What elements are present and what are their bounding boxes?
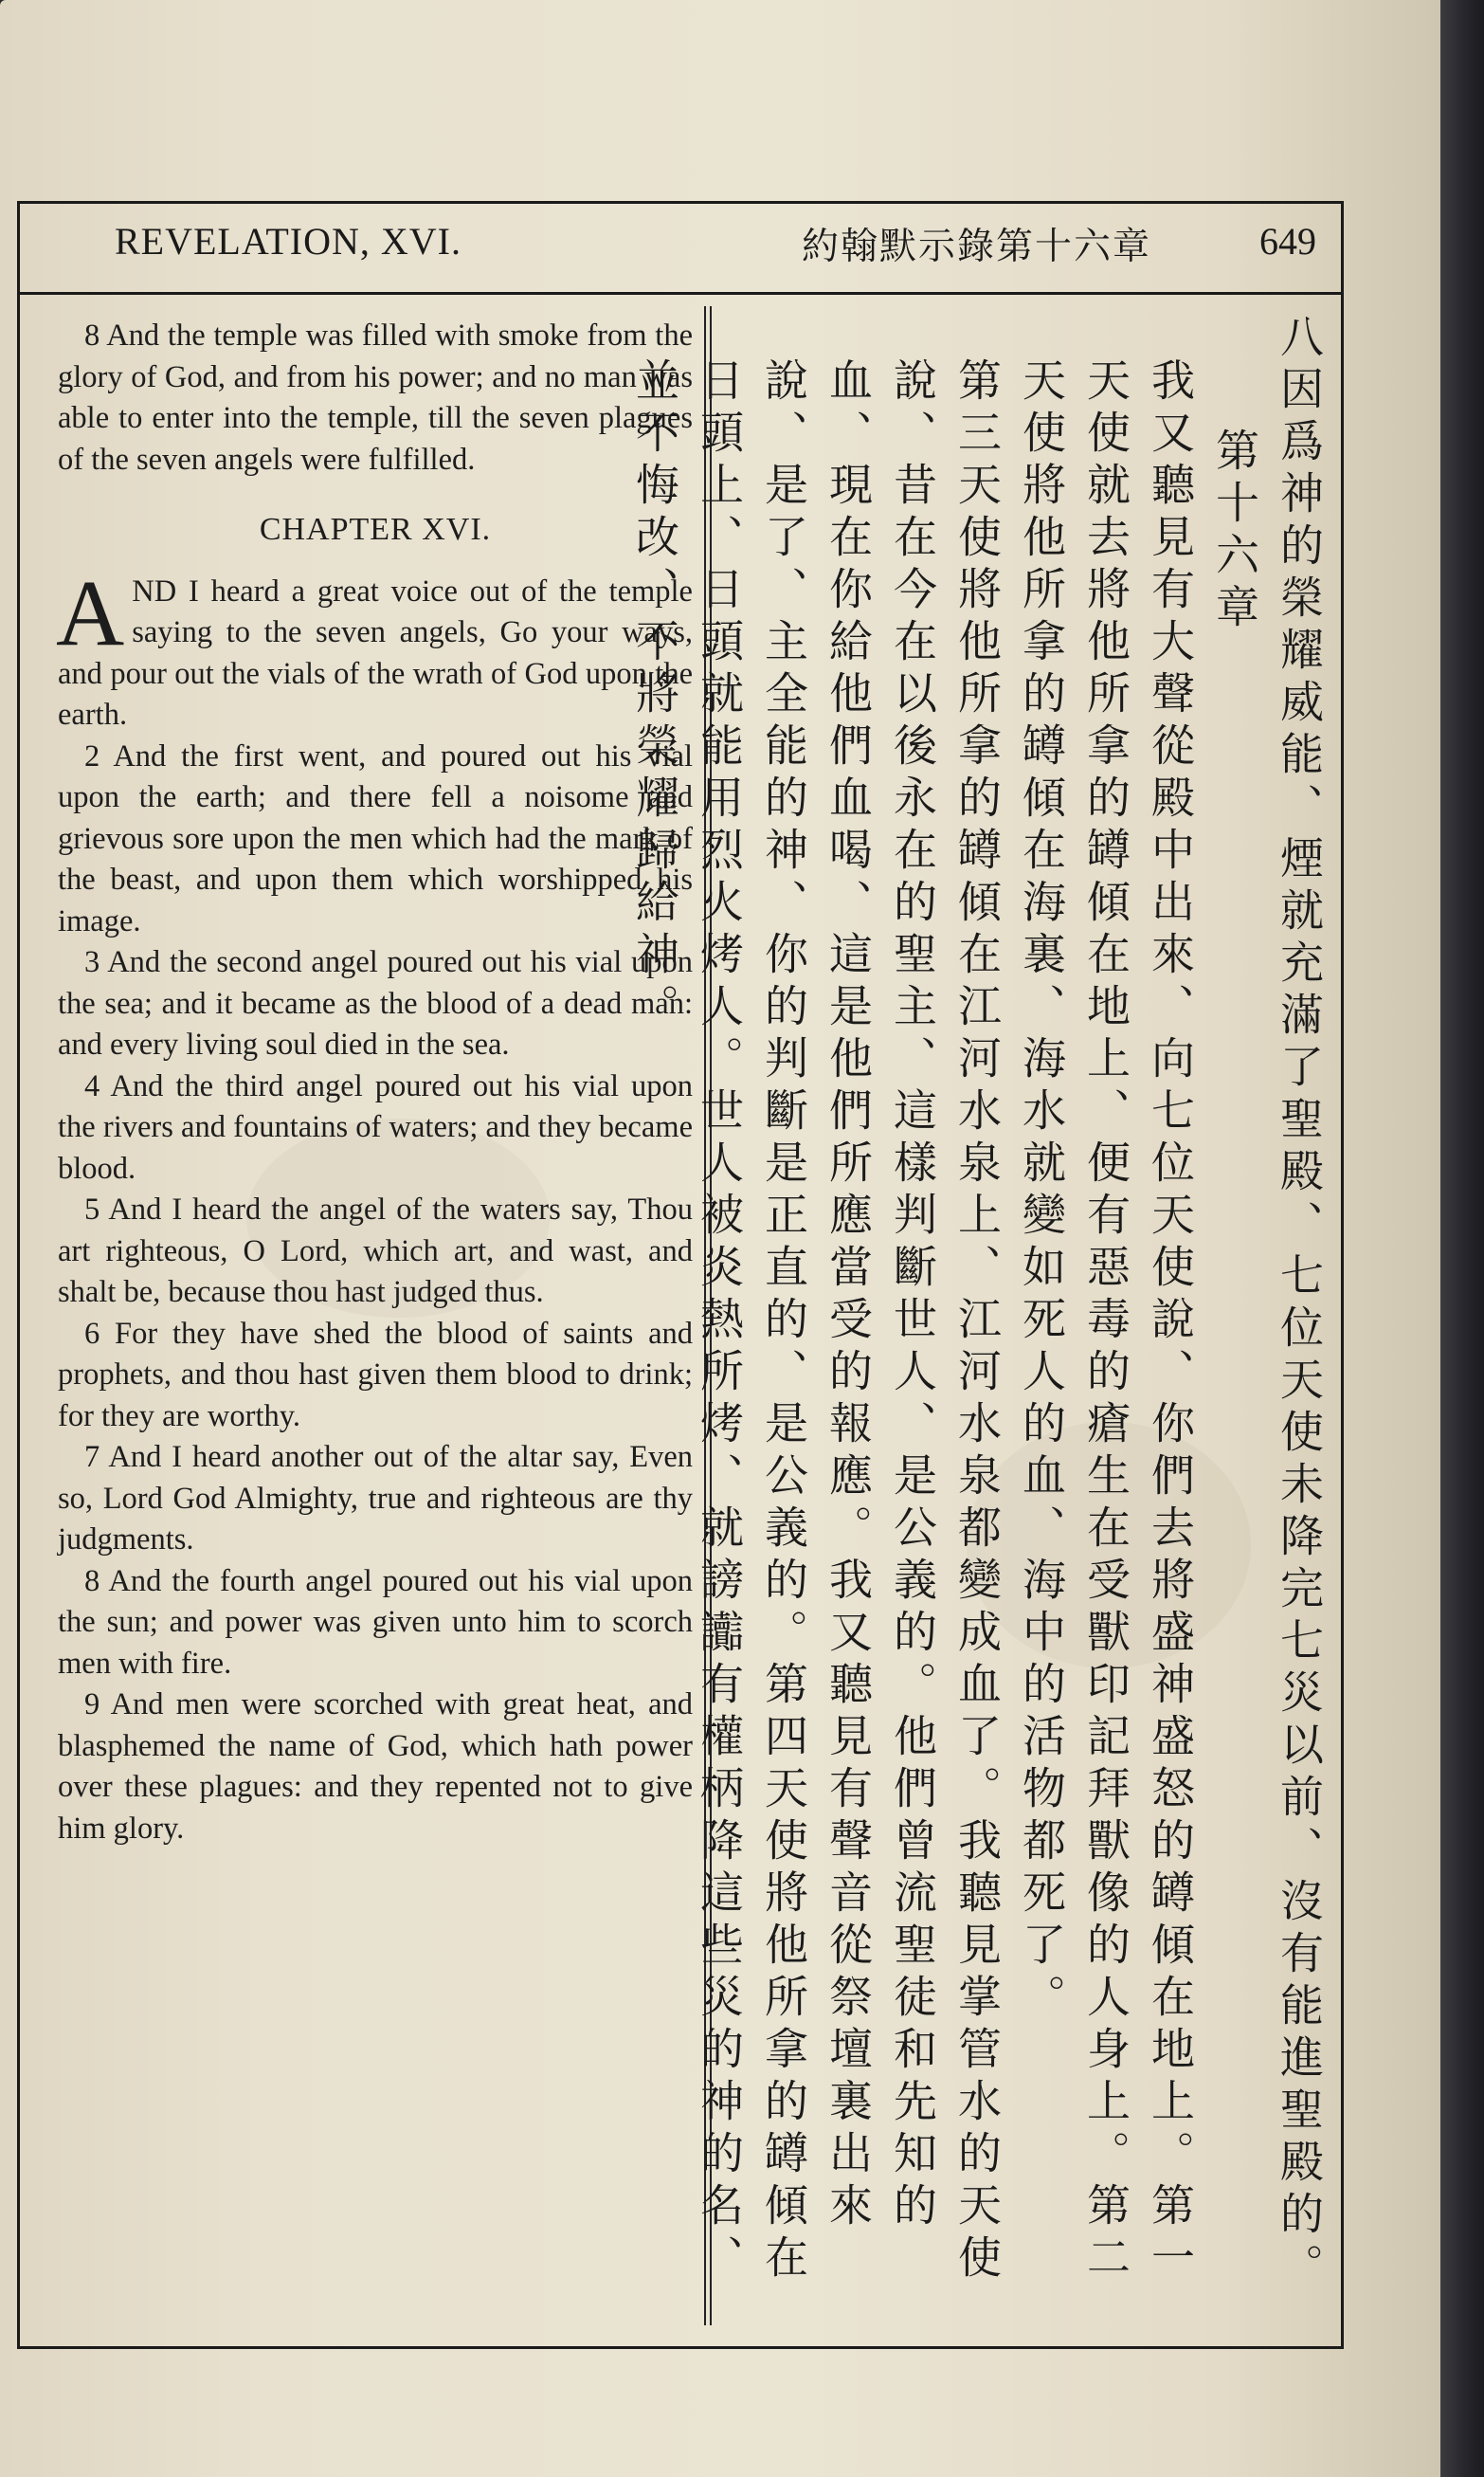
english-verse-1 (56, 559, 693, 737)
english-verse-4: 4 And the third angel poured out his vial upon the rivers and fountains of waters; and they became blood. (58, 1068, 693, 1186)
english-verse-9: 9 And men were scorched with great heat, and blasphemed the name of God, which hath power over these plagues: and they repented not to give him glory. (58, 1687, 693, 1846)
chinese-chapter-heading: 第十六章 (1209, 428, 1260, 636)
page-number: 649 (1259, 220, 1316, 263)
english-verse-8: 8 And the fourth angel poured out his vial upon the sun; and power was given unto him to scorch men with fire. (58, 1563, 693, 1681)
english-column (58, 316, 693, 1849)
chinese-verses-1-3: 我又聽見有大聲從殿中出來、向七位天使說、你們去將盛神盛怒的罇傾在地上。第一天使就去將他所拿的罇傾在地上、便有惡毒的瘡生在受獸印記拜獸像的人身上。第二天使將他所拿的罇傾在海裏、海水就變如死人的血、海中的活物都死了。 (1016, 357, 1196, 2286)
english-verse-1-text: ND I heard a great voice out of the temple saying to the seven angels, Go your ways, and pour out the vials of the wrath of God upon the earth. (58, 574, 693, 732)
english-verse-2: 2 And the first went, and poured out his vial upon the earth; and there fell a noisome and grievous sore upon the men which had the mark of the beast, and upon them which worshipped his image. (58, 738, 693, 938)
header-book-title: REVELATION, XVI. (115, 220, 461, 263)
english-verse-3: 3 And the second angel poured out his vial upon the sea; and it became as the blood of a dead man: and every living soul died in the sea. (58, 945, 693, 1062)
english-verse-7: 7 And I heard another out of the altar say, Even so, Lord God Almighty, true and righteous are thy judgments. (58, 1440, 693, 1557)
chinese-verses-4-9: 第三天使將他所拿的罇傾在江河水泉上、江河水泉都變成血了。我聽見掌管水的天使說、昔在今在以後永在的聖主、這樣判斷世人、是公義的。他們曾流聖徒和先知的血、現在你給他們血喝、這是他們所應當受的報應。我又聽見有聲音從祭壇裏出來說、是了、主全能的神、你的判斷是正直的、是公義的。第四天使將他所拿的罇傾在日頭上、日頭就能用烈火烤人。世人被炎熱所烤、就謗讟有權柄降這些災的神的名、並不悔改、不將榮耀歸給神。 (629, 357, 1003, 2286)
chinese-verse-8-previous: 八因爲神的榮耀威能、煙就充滿了聖殿、七位天使未降完七災以前、沒有能進聖殿的。 (1274, 314, 1325, 2295)
book-cover-edge (1440, 0, 1484, 2477)
header-chinese-title: 約翰默示錄第十六章 (802, 226, 1152, 268)
chinese-column (629, 314, 1331, 2314)
running-header (20, 204, 1341, 295)
page-frame (17, 201, 1344, 2349)
english-chapter-heading: CHAPTER XVI. (259, 512, 492, 547)
english-verse-8-previous: 8 And the temple was filled with smoke from the glory of God, and from his power; and no man was able to enter into the temple, till the seven plagues of the seven angels were fulfilled. (58, 319, 693, 477)
drop-cap: A (56, 559, 125, 665)
english-verse-6: 6 For they have shed the blood of saints and prophets, and thou hast given them blood to drink; for they are worthy. (58, 1316, 693, 1433)
english-verse-5: 5 And I heard the angel of the waters say, Thou art righteous, O Lord, which art, and wast, and shalt be, because thou hast judged thus. (58, 1193, 693, 1309)
